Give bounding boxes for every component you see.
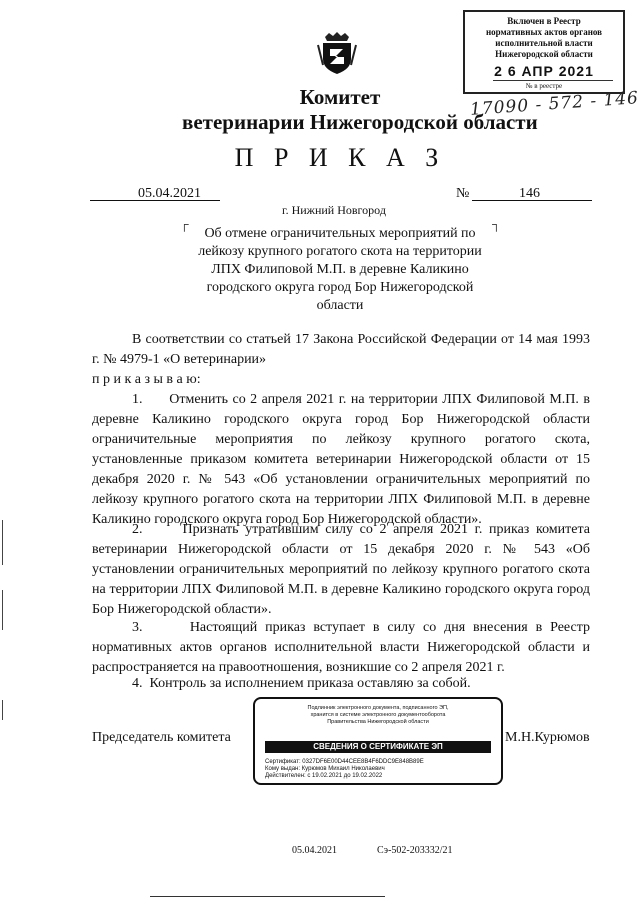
scan-margin-mark (2, 700, 3, 720)
e-signature-certificate (253, 697, 503, 785)
preamble: В соответствии со статьей 17 Закона Российской Федерации от 14 мая 1993 г. № 4979-1 «О ветеринарии» (92, 332, 590, 367)
stamp-line2: нормативных актов органов (485, 27, 603, 37)
cert-info-line1: Подлинник электронного документа, подписанного ЭП, (307, 705, 449, 711)
corner-bracket-right-icon: ┐ (492, 217, 501, 231)
scan-margin-mark (2, 590, 3, 630)
item-2: 2. Признать утратившим силу со 2 апреля 2021 г. приказ комитета ветеринарии Нижегородской области от 15 декабря 2020 г. № 543 «Об установлении ограничительных мероприятий по лейкозу крупного рогатого скота на территории ЛПХ Филиповой М.П. в деревне Каликино городского округа город Бор Нижегородской области». (92, 522, 590, 617)
cert-owner: Кому выдан: Курюмов Михаил Николаевич (265, 766, 385, 772)
document-type-title: П Р И К А З (234, 143, 446, 172)
footer-date: 05.04.2021 (292, 845, 337, 856)
stamp-registry-label: № в реестре (525, 82, 563, 90)
org-name-line1: Комитет (299, 85, 381, 109)
document-date: 05.04.2021 (138, 186, 201, 201)
item-3: 3. Настоящий приказ вступает в силу со дня внесения в Реестр нормативных актов органов исполнительной власти Нижегородской области и распространяется на правоотношения, возникшие со 2 апреля 2021 г. (92, 620, 590, 675)
coat-of-arms-icon (317, 31, 357, 75)
signer-name: М.Н.Курюмов (505, 730, 590, 745)
order-word: п р и к а з ы в а ю: (92, 372, 201, 387)
stamp-line4: Нижегородской области (495, 49, 593, 59)
footer-line (150, 896, 385, 897)
document-subject: Об отмене ограничительных мероприятий по лейкозу крупного рогатого скота на территории ЛПХ Филиповой М.П. в деревне Каликино городского округа город Бор Нижегородской области (198, 226, 482, 313)
cert-banner: СВЕДЕНИЯ О СЕРТИФИКАТЕ ЭП (265, 741, 491, 753)
cert-info-line2: хранится в системе электронного документооборота (310, 712, 446, 718)
city: г. Нижний Новгород (282, 203, 386, 217)
corner-bracket-left-icon: ┌ (180, 217, 189, 231)
number-sign: № (456, 186, 470, 201)
cert-validity: Действителен: с 19.02.2021 до 19.02.2022 (265, 773, 383, 779)
org-name-line2: ветеринарии Нижегородской области (182, 110, 538, 134)
registry-number: 17090 - 572 - 146 (469, 88, 640, 120)
cert-info-line3: Правительства Нижегородской области (327, 719, 429, 725)
scan-margin-mark (2, 520, 3, 565)
cert-serial: Сертификат: 0327DF6E00D44CEE8B4F6DDC9E848B89E (265, 759, 424, 765)
stamp-line1: Включен в Реестр (507, 16, 581, 26)
registry-stamp (463, 10, 625, 94)
document-number: 146 (519, 186, 540, 201)
signer-position: Председатель комитета (92, 730, 231, 745)
item-4: 4. Контроль за исполнением приказа оставляю за собой. (132, 676, 471, 691)
stamp-date: 2 6 АПР 2021 (494, 63, 594, 79)
item-1: 1. Отменить со 2 апреля 2021 г. на территории ЛПХ Филиповой М.П. в деревне Каликино городского округа город Бор Нижегородской области ограничительные мероприятия по лейкозу крупного рогатого скота, установленные приказом комитета ветеринарии Нижегородской области от 15 декабря 2020 г. № 543 «Об установлении ограничительных мероприятий по лейкозу крупного рогатого скота на территории ЛПХ Филиповой М.П. в деревне Каликино городского округа город Бор Нижегородской области». (92, 392, 590, 527)
stamp-line3: исполнительной власти (495, 38, 593, 48)
footer-code: Сэ-502-203332/21 (377, 845, 453, 856)
